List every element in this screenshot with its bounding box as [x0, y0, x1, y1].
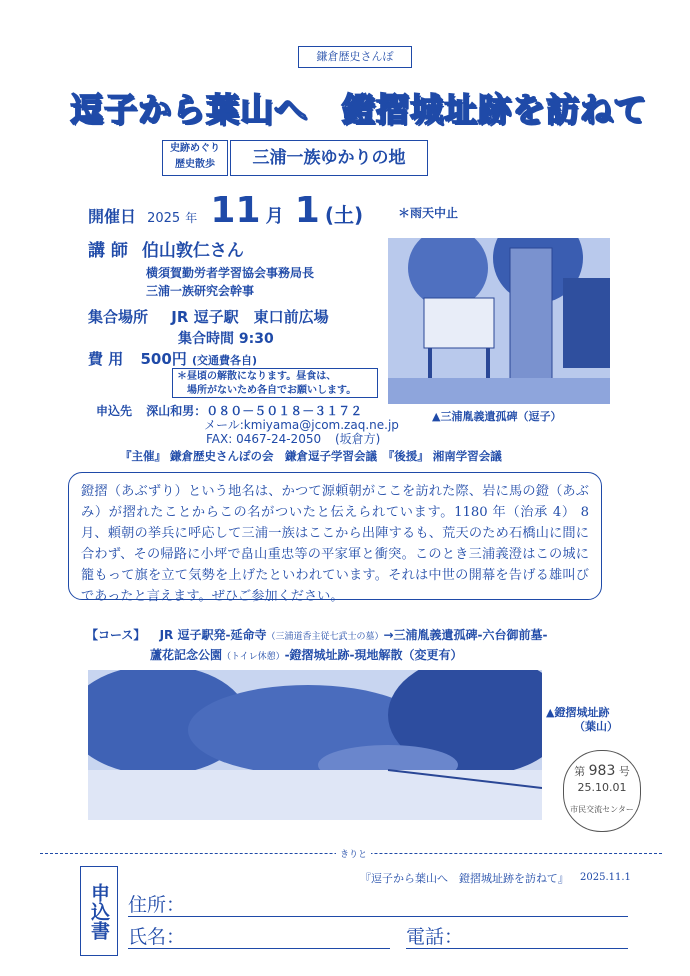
form-date-ref: 2025.11.1: [580, 872, 631, 883]
fee-line: [88, 348, 257, 369]
apply-fax: FAX: 0467-24-2050: [206, 432, 322, 446]
course-line-1: [86, 626, 548, 643]
stamp-prefix: 第: [574, 765, 586, 778]
castle-ruins-photo: [88, 670, 542, 820]
lecturer-name: 伯山敦仁さん: [141, 241, 244, 261]
meeting-line: [88, 306, 329, 327]
castle-caption-2: （葉山）: [574, 720, 618, 733]
apply-fax-note: (坂倉方): [334, 432, 381, 446]
stamp-date: 25.10.01: [577, 781, 627, 794]
date-label: 開催日: [88, 207, 137, 226]
tag-small-line1: 史跡めぐり: [170, 143, 220, 154]
notice-line-1: ＊昼頃の解散になります。昼食は、: [177, 371, 337, 382]
lecturer-label: 講 師: [88, 241, 128, 261]
fee-note: (交通費各自): [192, 354, 258, 367]
course-stop-1-rest: →三浦胤義遺孤碑-六台御前墓-: [383, 628, 548, 642]
course-label: 【コース】: [86, 628, 146, 642]
tag-miura-clan: 三浦一族ゆかりの地: [230, 140, 428, 176]
monument-photo-illustration: [388, 238, 610, 404]
organizers: 『主催』 鎌倉歴史さんぽの会 鎌倉逗子学習会議 『後援』 湘南学習会議: [120, 449, 502, 463]
lecturer-line: [88, 236, 244, 261]
event-date: [88, 190, 363, 231]
castle-ruins-illustration: [88, 670, 542, 820]
monument-photo: [388, 238, 610, 404]
apply-mail: メール:kmiyama@jcom.zaq.ne.jp: [204, 418, 399, 432]
fee-amount: 500円: [140, 350, 187, 368]
phone-label: 電話：: [406, 926, 464, 948]
stamp-number-line: [564, 763, 640, 779]
name-row[interactable]: [128, 922, 390, 949]
stamp-suffix: 号: [618, 765, 630, 778]
stamp-org: 市民交流センター: [570, 805, 634, 814]
stamp-number: 983: [588, 763, 616, 779]
date-month: 11: [210, 190, 261, 231]
apply-label: 申込先: [96, 404, 133, 418]
notice-box: [172, 368, 378, 398]
lecturer-roles: [146, 264, 314, 300]
meeting-label: 集合場所: [88, 308, 149, 326]
notice-line-2: 場所がないため各自でお願いします。: [187, 385, 357, 396]
course-note-2: （トイレ休憩）: [222, 652, 285, 662]
page-title: 逗子から葉山へ 鐙摺城址跡を訪ねて: [70, 90, 648, 129]
monument-caption: ▲三浦胤義遺孤碑（逗子）: [432, 410, 562, 423]
lecturer-role-1: 横須賀勤労者学習協会事務局長: [146, 266, 315, 280]
course-stop-1: JR 逗子駅発-延命寺: [159, 628, 267, 642]
course-note-1: （三浦道香主従七武士の墓）: [266, 632, 384, 642]
date-day: 1: [294, 190, 320, 231]
course-line-2: [150, 646, 463, 663]
course-stop-2: 蘆花記念公園: [150, 648, 223, 662]
description-box: 鐙摺（あぶずり）という地名は、かつて源頼朝がここを訪れた際、岩に馬の鐙（あぶみ）が摺れたことからこの名がついたと伝えられています。1180 年（治承 4） 8 月、頼朝の挙兵に呼応して三浦一族はここから出陣するも、荒天のため石橋山に間に合わず、その帰路に小坪で畠山重忠等の平家軍と衝突。このとき三浦義澄はこの城に籠もって旗を立て気勢を上げたといわれています。それは中世の開幕を告げる雄叫びであったと言えます。ぜひご参加ください。: [68, 472, 602, 600]
apply-name-phone: 深山和男：０８０－５０１８－３１７２: [146, 404, 363, 418]
form-side-label: 申込書: [80, 866, 118, 956]
meeting-place: JR 逗子駅 東口前広場: [171, 308, 329, 326]
address-row[interactable]: [128, 890, 628, 917]
lecturer-role-2: 三浦一族研究会幹事: [146, 284, 255, 298]
date-month-unit: 月: [265, 206, 284, 227]
address-label: 住所：: [128, 894, 186, 916]
tag-small-line2: 歴史散歩: [175, 159, 215, 170]
meeting-time: 集合時間 9:30: [178, 331, 274, 347]
date-weekday: (土): [324, 203, 364, 227]
form-title-ref: 『逗子から葉山へ 鐙摺城址跡を訪ねて』: [360, 872, 569, 885]
cut-label: きりと: [336, 847, 371, 860]
rain-note: ＊雨天中止: [398, 206, 459, 220]
date-year-unit: 年: [185, 211, 198, 225]
apply-fax-line: [206, 430, 380, 447]
fee-label: 費 用: [88, 350, 124, 368]
castle-caption-1: ▲鐙摺城址跡: [546, 706, 610, 719]
reception-stamp: [563, 750, 641, 832]
series-label: 鎌倉歴史さんぽ: [298, 46, 412, 68]
date-year: 2025: [147, 211, 181, 226]
name-label: 氏名：: [128, 926, 186, 948]
tag-history-walk: [162, 140, 228, 176]
phone-row[interactable]: [406, 922, 628, 949]
course-stop-2-rest: -鐙摺城址跡-現地解散（変更有）: [284, 648, 463, 662]
